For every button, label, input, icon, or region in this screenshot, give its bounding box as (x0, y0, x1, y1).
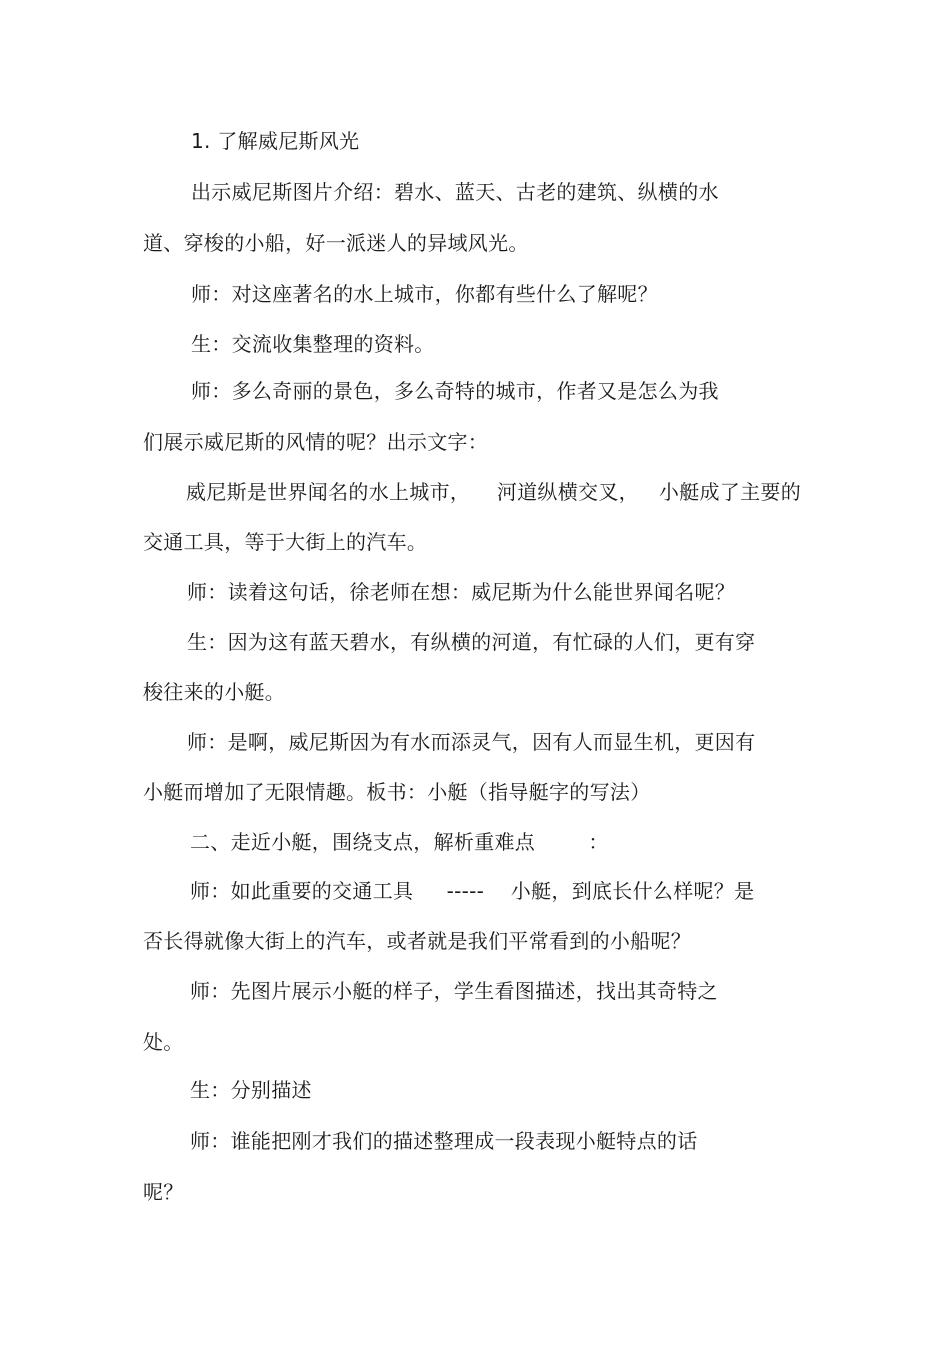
text-line: 师：对这座著名的水上城市，你都有些什么了解呢？ (191, 282, 658, 306)
text-line: 交通工具，等于大街上的汽车。 (143, 530, 428, 554)
text-line: 威尼斯是世界闻名的水上城市， 河道纵横交叉， 小艇成了主要的 (186, 480, 802, 504)
text-line: 否长得就像大街上的汽车，或者就是我们平常看到的小船呢？ (143, 929, 692, 953)
text-line: 师：先图片展示小艇的样子，学生看图描述，找出其奇特之 (190, 979, 718, 1003)
text-line: 师：是啊，威尼斯因为有水而添灵气，因有人而显生机，更因有 (187, 730, 756, 754)
text-line: 二、走近小艇，围绕支点，解析重难点 ： (190, 830, 609, 854)
text-line: 小艇而增加了无限情趣。板书：小艇（指导艇字的写法） (143, 780, 651, 804)
text-line: 呢？ (143, 1180, 184, 1204)
text-line: 1. 了解威尼斯风光 (191, 129, 360, 153)
text-line: 师：谁能把刚才我们的描述整理成一段表现小艇特点的话 (190, 1129, 698, 1153)
text-line: 师：多么奇丽的景色，多么奇特的城市，作者又是怎么为我 (191, 379, 719, 403)
text-line: 生：因为这有蓝天碧水，有纵横的河道，有忙碌的人们，更有穿 (187, 630, 756, 654)
text-line: 出示威尼斯图片介绍：碧水、蓝天、古老的建筑、纵横的水 (191, 180, 719, 204)
text-line: 师：读着这句话，徐老师在想：威尼斯为什么能世界闻名呢？ (187, 580, 736, 604)
text-line: 生：交流收集整理的资料。 (191, 332, 435, 356)
text-line: 道、穿梭的小船，好一派迷人的异域风光。 (143, 231, 529, 255)
text-line: 处。 (143, 1030, 184, 1054)
text-line: 师：如此重要的交通工具 ----- 小艇，到底长什么样呢？是 (190, 879, 755, 903)
text-line: 们展示威尼斯的风情的呢？出示文字： (143, 430, 489, 454)
text-line: 生：分别描述 (190, 1078, 312, 1102)
text-line: 梭往来的小艇。 (143, 680, 286, 704)
